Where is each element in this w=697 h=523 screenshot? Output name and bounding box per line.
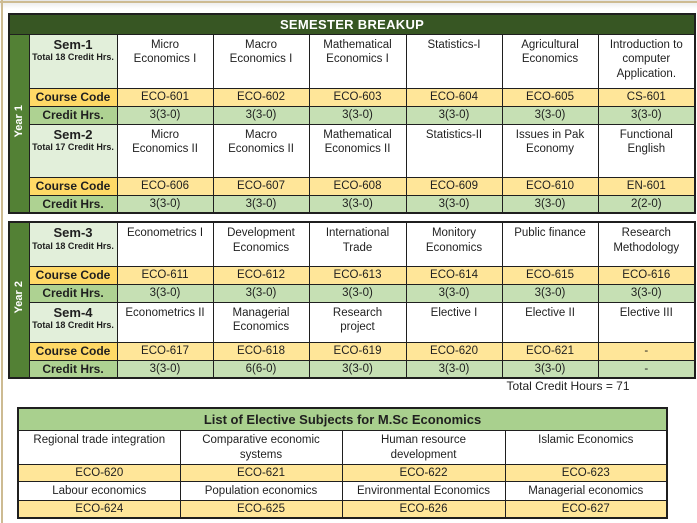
credit-hrs-label: Credit Hrs. [29,360,117,378]
credit-hrs-cell: 3(3-0) [309,360,406,378]
elective-code-cell: ECO-622 [342,465,505,482]
elective-code-cell: ECO-626 [342,501,505,518]
subject-cell: Elective II [502,302,598,342]
credit-hrs-cell: 6(6-0) [213,360,309,378]
elective-subject-cell: Islamic Economics [505,431,667,465]
course-code-cell: ECO-616 [598,266,695,284]
page-edge-left [1,0,3,523]
course-code-cell: ECO-613 [309,266,406,284]
credit-hrs-cell: - [598,360,695,378]
year1-band [9,34,29,213]
subject-cell: Monitory Economics [406,222,502,266]
credit-hrs-cell: 3(3-0) [598,284,695,302]
subject-cell: Functional English [598,124,695,177]
elective-subject-cell: Managerial economics [505,482,667,501]
course-code-cell: ECO-618 [213,342,309,360]
page-edge-top [0,1,697,3]
subject-cell: Research Methodology [598,222,695,266]
year2-label: Year 2 [12,281,25,314]
subject-cell: Micro Economics I [117,34,213,88]
sem2-header-cell [29,124,117,177]
credit-hrs-cell: 3(3-0) [117,360,213,378]
course-code-cell: ECO-610 [502,177,598,195]
sem3-name: Sem-3 [53,225,93,240]
course-code-cell: CS-601 [598,88,695,106]
sem4-header-cell [29,302,117,342]
credit-hrs-cell: 3(3-0) [598,106,695,124]
total-credit-hours-note: Total Credit Hours = 71 [506,379,630,393]
elective-subject-cell: Human resource development [342,431,505,465]
elective-subjects-table [17,407,668,519]
credit-hrs-cell: 3(3-0) [213,106,309,124]
subject-cell: Statistics-I [406,34,502,88]
credit-hrs-cell: 3(3-0) [406,195,502,213]
year2-semester-table [8,221,696,379]
subject-cell: Statistics-II [406,124,502,177]
subject-cell: Mathematical Economics I [309,34,406,88]
course-code-label: Course Code [29,266,117,284]
subject-cell: Econometrics I [117,222,213,266]
course-code-label: Course Code [29,177,117,195]
year1-label: Year 1 [12,104,25,137]
course-code-cell: ECO-611 [117,266,213,284]
credit-hrs-label: Credit Hrs. [29,284,117,302]
sem1-name: Sem-1 [53,36,93,52]
credit-hrs-cell: 3(3-0) [117,195,213,213]
semester-breakup-header: SEMESTER BREAKUP [9,14,695,34]
credit-hrs-cell: 3(3-0) [502,284,598,302]
course-code-label: Course Code [29,88,117,106]
subject-cell: Introduction to computer Application. [598,34,695,88]
course-code-cell: ECO-602 [213,88,309,106]
sem2-subtitle: Total 17 Credit Hrs. [32,142,114,153]
course-code-cell: ECO-603 [309,88,406,106]
sem1-header-cell [29,34,117,88]
course-code-label: Course Code [29,342,117,360]
credit-hrs-cell: 3(3-0) [213,284,309,302]
elective-code-cell: ECO-620 [18,465,180,482]
course-code-cell: ECO-604 [406,88,502,106]
credit-hrs-cell: 3(3-0) [213,195,309,213]
subject-cell: Agricultural Economics [502,34,598,88]
credit-hrs-cell: 3(3-0) [406,360,502,378]
subject-cell: Econometrics II [117,302,213,342]
subject-cell: Mathematical Economics II [309,124,406,177]
sem4-name: Sem-4 [53,304,93,320]
elective-subject-cell: Environmental Economics [342,482,505,501]
elective-code-cell: ECO-623 [505,465,667,482]
credit-hrs-cell: 3(3-0) [309,284,406,302]
year2-band [9,222,29,378]
subject-cell: Micro Economics II [117,124,213,177]
year1-semester-table [8,13,696,214]
course-code-cell: ECO-607 [213,177,309,195]
elective-code-cell: ECO-627 [505,501,667,518]
credit-hrs-label: Credit Hrs. [29,195,117,213]
elective-subject-cell: Comparative economic systems [180,431,342,465]
subject-cell: Research project [309,302,406,342]
elective-code-cell: ECO-621 [180,465,342,482]
credit-hrs-label: Credit Hrs. [29,106,117,124]
elective-code-cell: ECO-624 [18,501,180,518]
sem4-subtitle: Total 18 Credit Hrs. [32,320,114,331]
elective-subject-cell: Labour economics [18,482,180,501]
subject-cell: Issues in Pak Economy [502,124,598,177]
course-code-cell: ECO-601 [117,88,213,106]
subject-cell: Development Economics [213,222,309,266]
course-code-cell: EN-601 [598,177,695,195]
subject-cell: Public finance [502,222,598,266]
course-code-cell: ECO-612 [213,266,309,284]
subject-cell: Macro Economics I [213,34,309,88]
course-code-cell: ECO-614 [406,266,502,284]
credit-hrs-cell: 3(3-0) [117,106,213,124]
sem1-subtitle: Total 18 Credit Hrs. [32,52,114,63]
course-code-cell: ECO-615 [502,266,598,284]
credit-hrs-cell: 3(3-0) [502,195,598,213]
credit-hrs-cell: 3(3-0) [309,106,406,124]
credit-hrs-cell: 3(3-0) [406,284,502,302]
course-code-cell: ECO-608 [309,177,406,195]
elective-subject-cell: Regional trade integration [18,431,180,465]
elective-code-cell: ECO-625 [180,501,342,518]
subject-cell: International Trade [309,222,406,266]
credit-hrs-cell: 3(3-0) [406,106,502,124]
sem3-header-cell [29,222,117,266]
sem3-subtitle: Total 18 Credit Hrs. [32,240,114,251]
credit-hrs-cell: 3(3-0) [117,284,213,302]
course-code-cell: ECO-619 [309,342,406,360]
credit-hrs-cell: 2(2-0) [598,195,695,213]
elective-table-header: List of Elective Subjects for M.Sc Economics [18,408,667,431]
sem2-name: Sem-2 [53,126,93,142]
credit-hrs-cell: 3(3-0) [502,106,598,124]
course-code-cell: ECO-605 [502,88,598,106]
credit-hrs-cell: 3(3-0) [502,360,598,378]
course-code-cell: ECO-606 [117,177,213,195]
course-code-cell: ECO-620 [406,342,502,360]
subject-cell: Managerial Economics [213,302,309,342]
course-code-cell: ECO-609 [406,177,502,195]
subject-cell: Elective I [406,302,502,342]
course-code-cell: - [598,342,695,360]
course-code-cell: ECO-617 [117,342,213,360]
credit-hrs-cell: 3(3-0) [309,195,406,213]
subject-cell: Macro Economics II [213,124,309,177]
elective-subject-cell: Population economics [180,482,342,501]
subject-cell: Elective III [598,302,695,342]
course-code-cell: ECO-621 [502,342,598,360]
